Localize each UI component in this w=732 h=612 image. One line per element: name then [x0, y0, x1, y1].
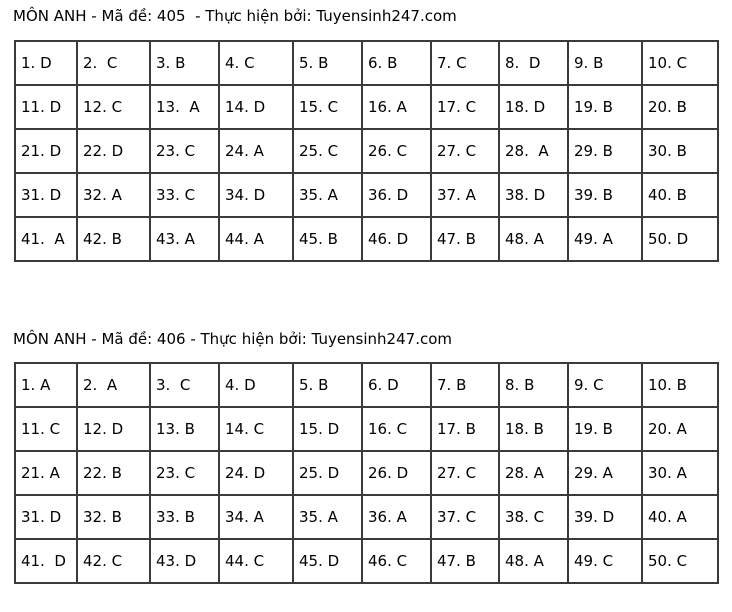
answer-cell: 4. C: [219, 41, 293, 85]
answer-cell: 49. A: [568, 217, 642, 261]
answer-cell: 34. D: [219, 173, 293, 217]
answer-cell: 48. A: [499, 217, 568, 261]
answer-cell: 47. B: [431, 217, 499, 261]
answer-cell: 49. C: [568, 539, 642, 583]
answer-cell: 9. B: [568, 41, 642, 85]
answer-cell: 39. D: [568, 495, 642, 539]
answer-cell: 32. B: [77, 495, 150, 539]
answer-cell: 40. B: [642, 173, 718, 217]
answer-cell: 24. A: [219, 129, 293, 173]
answer-cell: 8. D: [499, 41, 568, 85]
answer-cell: 16. C: [362, 407, 431, 451]
answer-cell: 47. B: [431, 539, 499, 583]
answer-cell: 28. A: [499, 451, 568, 495]
table-row: [15, 217, 718, 261]
answer-cell: 33. C: [150, 173, 219, 217]
answer-cell: 7. B: [431, 363, 499, 407]
answer-cell: 45. D: [293, 539, 362, 583]
answer-cell: 42. C: [77, 539, 150, 583]
answer-cell: 3. B: [150, 41, 219, 85]
answer-cell: 22. B: [77, 451, 150, 495]
answer-cell: 50. C: [642, 539, 718, 583]
answer-cell: 17. B: [431, 407, 499, 451]
answer-cell: 38. C: [499, 495, 568, 539]
answer-cell: 37. C: [431, 495, 499, 539]
answer-cell: 14. C: [219, 407, 293, 451]
answer-cell: 8. B: [499, 363, 568, 407]
answer-cell: 26. C: [362, 129, 431, 173]
answer-cell: 34. A: [219, 495, 293, 539]
answer-cell: 22. D: [77, 129, 150, 173]
answer-cell: 31. D: [15, 495, 77, 539]
answer-cell: 18. B: [499, 407, 568, 451]
answer-cell: 43. D: [150, 539, 219, 583]
answer-cell: 35. A: [293, 173, 362, 217]
answer-cell: 31. D: [15, 173, 77, 217]
answer-cell: 33. B: [150, 495, 219, 539]
table-row: [15, 539, 718, 583]
answer-cell: 40. A: [642, 495, 718, 539]
answer-cell: 5. B: [293, 363, 362, 407]
answer-cell: 48. A: [499, 539, 568, 583]
answer-cell: 24. D: [219, 451, 293, 495]
answer-cell: 25. C: [293, 129, 362, 173]
answer-cell: 36. D: [362, 173, 431, 217]
answer-cell: 6. D: [362, 363, 431, 407]
answer-cell: 21. A: [15, 451, 77, 495]
answer-cell: 46. D: [362, 217, 431, 261]
answer-cell: 15. C: [293, 85, 362, 129]
table-row: [15, 451, 718, 495]
answer-cell: 37. A: [431, 173, 499, 217]
answer-cell: 30. B: [642, 129, 718, 173]
answer-cell: 28. A: [499, 129, 568, 173]
answer-cell: 39. B: [568, 173, 642, 217]
answer-cell: 9. C: [568, 363, 642, 407]
answer-cell: 4. D: [219, 363, 293, 407]
answer-cell: 46. C: [362, 539, 431, 583]
table-row: [15, 407, 718, 451]
answer-cell: 41. D: [15, 539, 77, 583]
answer-cell: 50. D: [642, 217, 718, 261]
answer-cell: 13. B: [150, 407, 219, 451]
answer-cell: 17. C: [431, 85, 499, 129]
answer-cell: 19. B: [568, 407, 642, 451]
answer-cell: 43. A: [150, 217, 219, 261]
table-row: [15, 495, 718, 539]
answer-cell: 10. B: [642, 363, 718, 407]
answer-cell: 44. A: [219, 217, 293, 261]
answer-cell: 2. A: [77, 363, 150, 407]
answer-cell: 12. C: [77, 85, 150, 129]
answer-cell: 26. D: [362, 451, 431, 495]
answer-cell: 7. C: [431, 41, 499, 85]
answer-cell: 30. A: [642, 451, 718, 495]
answer-cell: 1. A: [15, 363, 77, 407]
answer-cell: 23. C: [150, 451, 219, 495]
answer-cell: 35. A: [293, 495, 362, 539]
answer-cell: 10. C: [642, 41, 718, 85]
answer-cell: 3. C: [150, 363, 219, 407]
answer-cell: 11. C: [15, 407, 77, 451]
section-title: MÔN ANH - Mã đề: 406 - Thực hiện bởi: Tuyensinh247.com: [13, 330, 452, 348]
answer-cell: 44. C: [219, 539, 293, 583]
answer-cell: 23. C: [150, 129, 219, 173]
answer-cell: 20. A: [642, 407, 718, 451]
answer-cell: 15. D: [293, 407, 362, 451]
answer-table: [14, 40, 719, 262]
table-row: [15, 363, 718, 407]
answer-cell: 20. B: [642, 85, 718, 129]
answer-cell: 1. D: [15, 41, 77, 85]
answer-cell: 36. A: [362, 495, 431, 539]
answer-cell: 42. B: [77, 217, 150, 261]
answer-cell: 32. A: [77, 173, 150, 217]
table-row: [15, 173, 718, 217]
answer-cell: 45. B: [293, 217, 362, 261]
answer-cell: 27. C: [431, 129, 499, 173]
table-row: [15, 129, 718, 173]
table-row: [15, 41, 718, 85]
answer-table: [14, 362, 719, 584]
answer-cell: 19. B: [568, 85, 642, 129]
table-row: [15, 85, 718, 129]
answer-cell: 13. A: [150, 85, 219, 129]
answer-cell: 18. D: [499, 85, 568, 129]
answer-cell: 41. A: [15, 217, 77, 261]
answer-cell: 29. B: [568, 129, 642, 173]
section-title: MÔN ANH - Mã đề: 405 - Thực hiện bởi: Tuyensinh247.com: [13, 7, 457, 25]
answer-cell: 2. C: [77, 41, 150, 85]
answer-cell: 27. C: [431, 451, 499, 495]
answer-cell: 25. D: [293, 451, 362, 495]
answer-cell: 11. D: [15, 85, 77, 129]
answer-cell: 12. D: [77, 407, 150, 451]
answer-cell: 29. A: [568, 451, 642, 495]
answer-cell: 21. D: [15, 129, 77, 173]
answer-cell: 16. A: [362, 85, 431, 129]
answer-cell: 14. D: [219, 85, 293, 129]
answer-cell: 5. B: [293, 41, 362, 85]
answer-cell: 6. B: [362, 41, 431, 85]
answer-cell: 38. D: [499, 173, 568, 217]
